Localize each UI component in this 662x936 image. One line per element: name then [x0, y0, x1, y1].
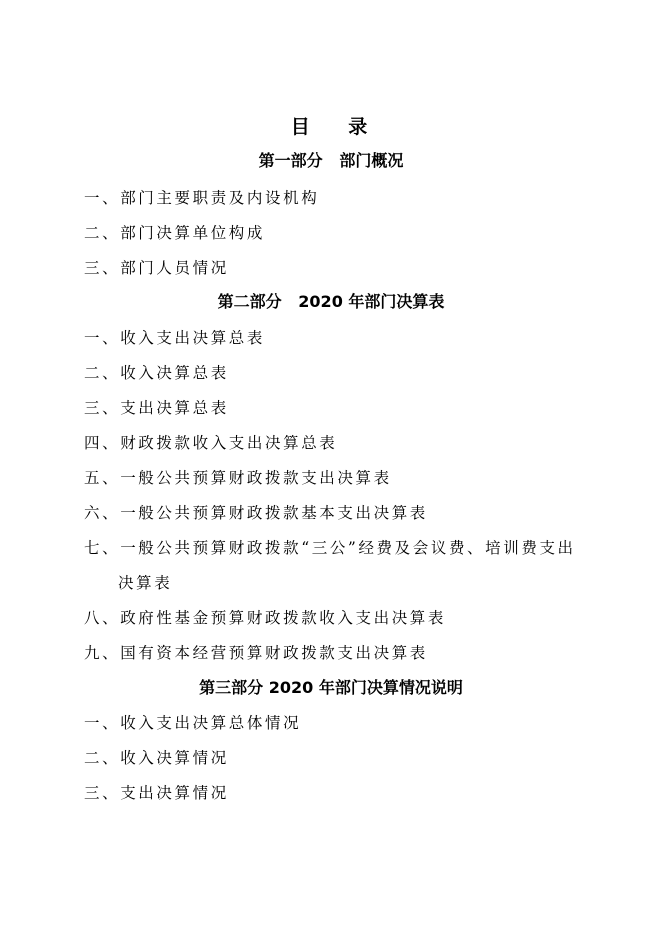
part1-heading: 第一部分 部门概况: [258, 151, 404, 170]
toc-entry: 九、国有资本经营预算财政拨款支出决算表: [84, 644, 428, 662]
toc-entry: 一、收入支出决算总体情况: [84, 714, 302, 732]
toc-entry: 三、部门人员情况: [84, 259, 229, 277]
toc-entry: 一、收入支出决算总表: [84, 329, 266, 347]
toc-entry: 二、部门决算单位构成: [84, 224, 266, 242]
part3-heading: 第三部分 2020 年部门决算情况说明: [199, 678, 463, 697]
part2-heading: 第二部分 2020 年部门决算表: [217, 292, 445, 311]
toc-entry: 二、收入决算总表: [84, 364, 229, 382]
toc-entry: 三、支出决算情况: [84, 784, 229, 802]
toc-entry: 八、政府性基金预算财政拨款收入支出决算表: [84, 609, 447, 627]
toc-entry-continuation: 决算表: [118, 574, 173, 592]
toc-title: 目 录: [290, 116, 384, 138]
toc-entry: 三、支出决算总表: [84, 399, 229, 417]
toc-entry: 五、一般公共预算财政拨款支出决算表: [84, 469, 392, 487]
toc-entry: 七、一般公共预算财政拨款“三公”经费及会议费、培训费支出: [84, 539, 576, 557]
toc-entry: 四、财政拨款收入支出决算总表: [84, 434, 338, 452]
toc-entry: 二、收入决算情况: [84, 749, 229, 767]
toc-entry: 一、部门主要职责及内设机构: [84, 189, 320, 207]
toc-entry: 六、一般公共预算财政拨款基本支出决算表: [84, 504, 428, 522]
